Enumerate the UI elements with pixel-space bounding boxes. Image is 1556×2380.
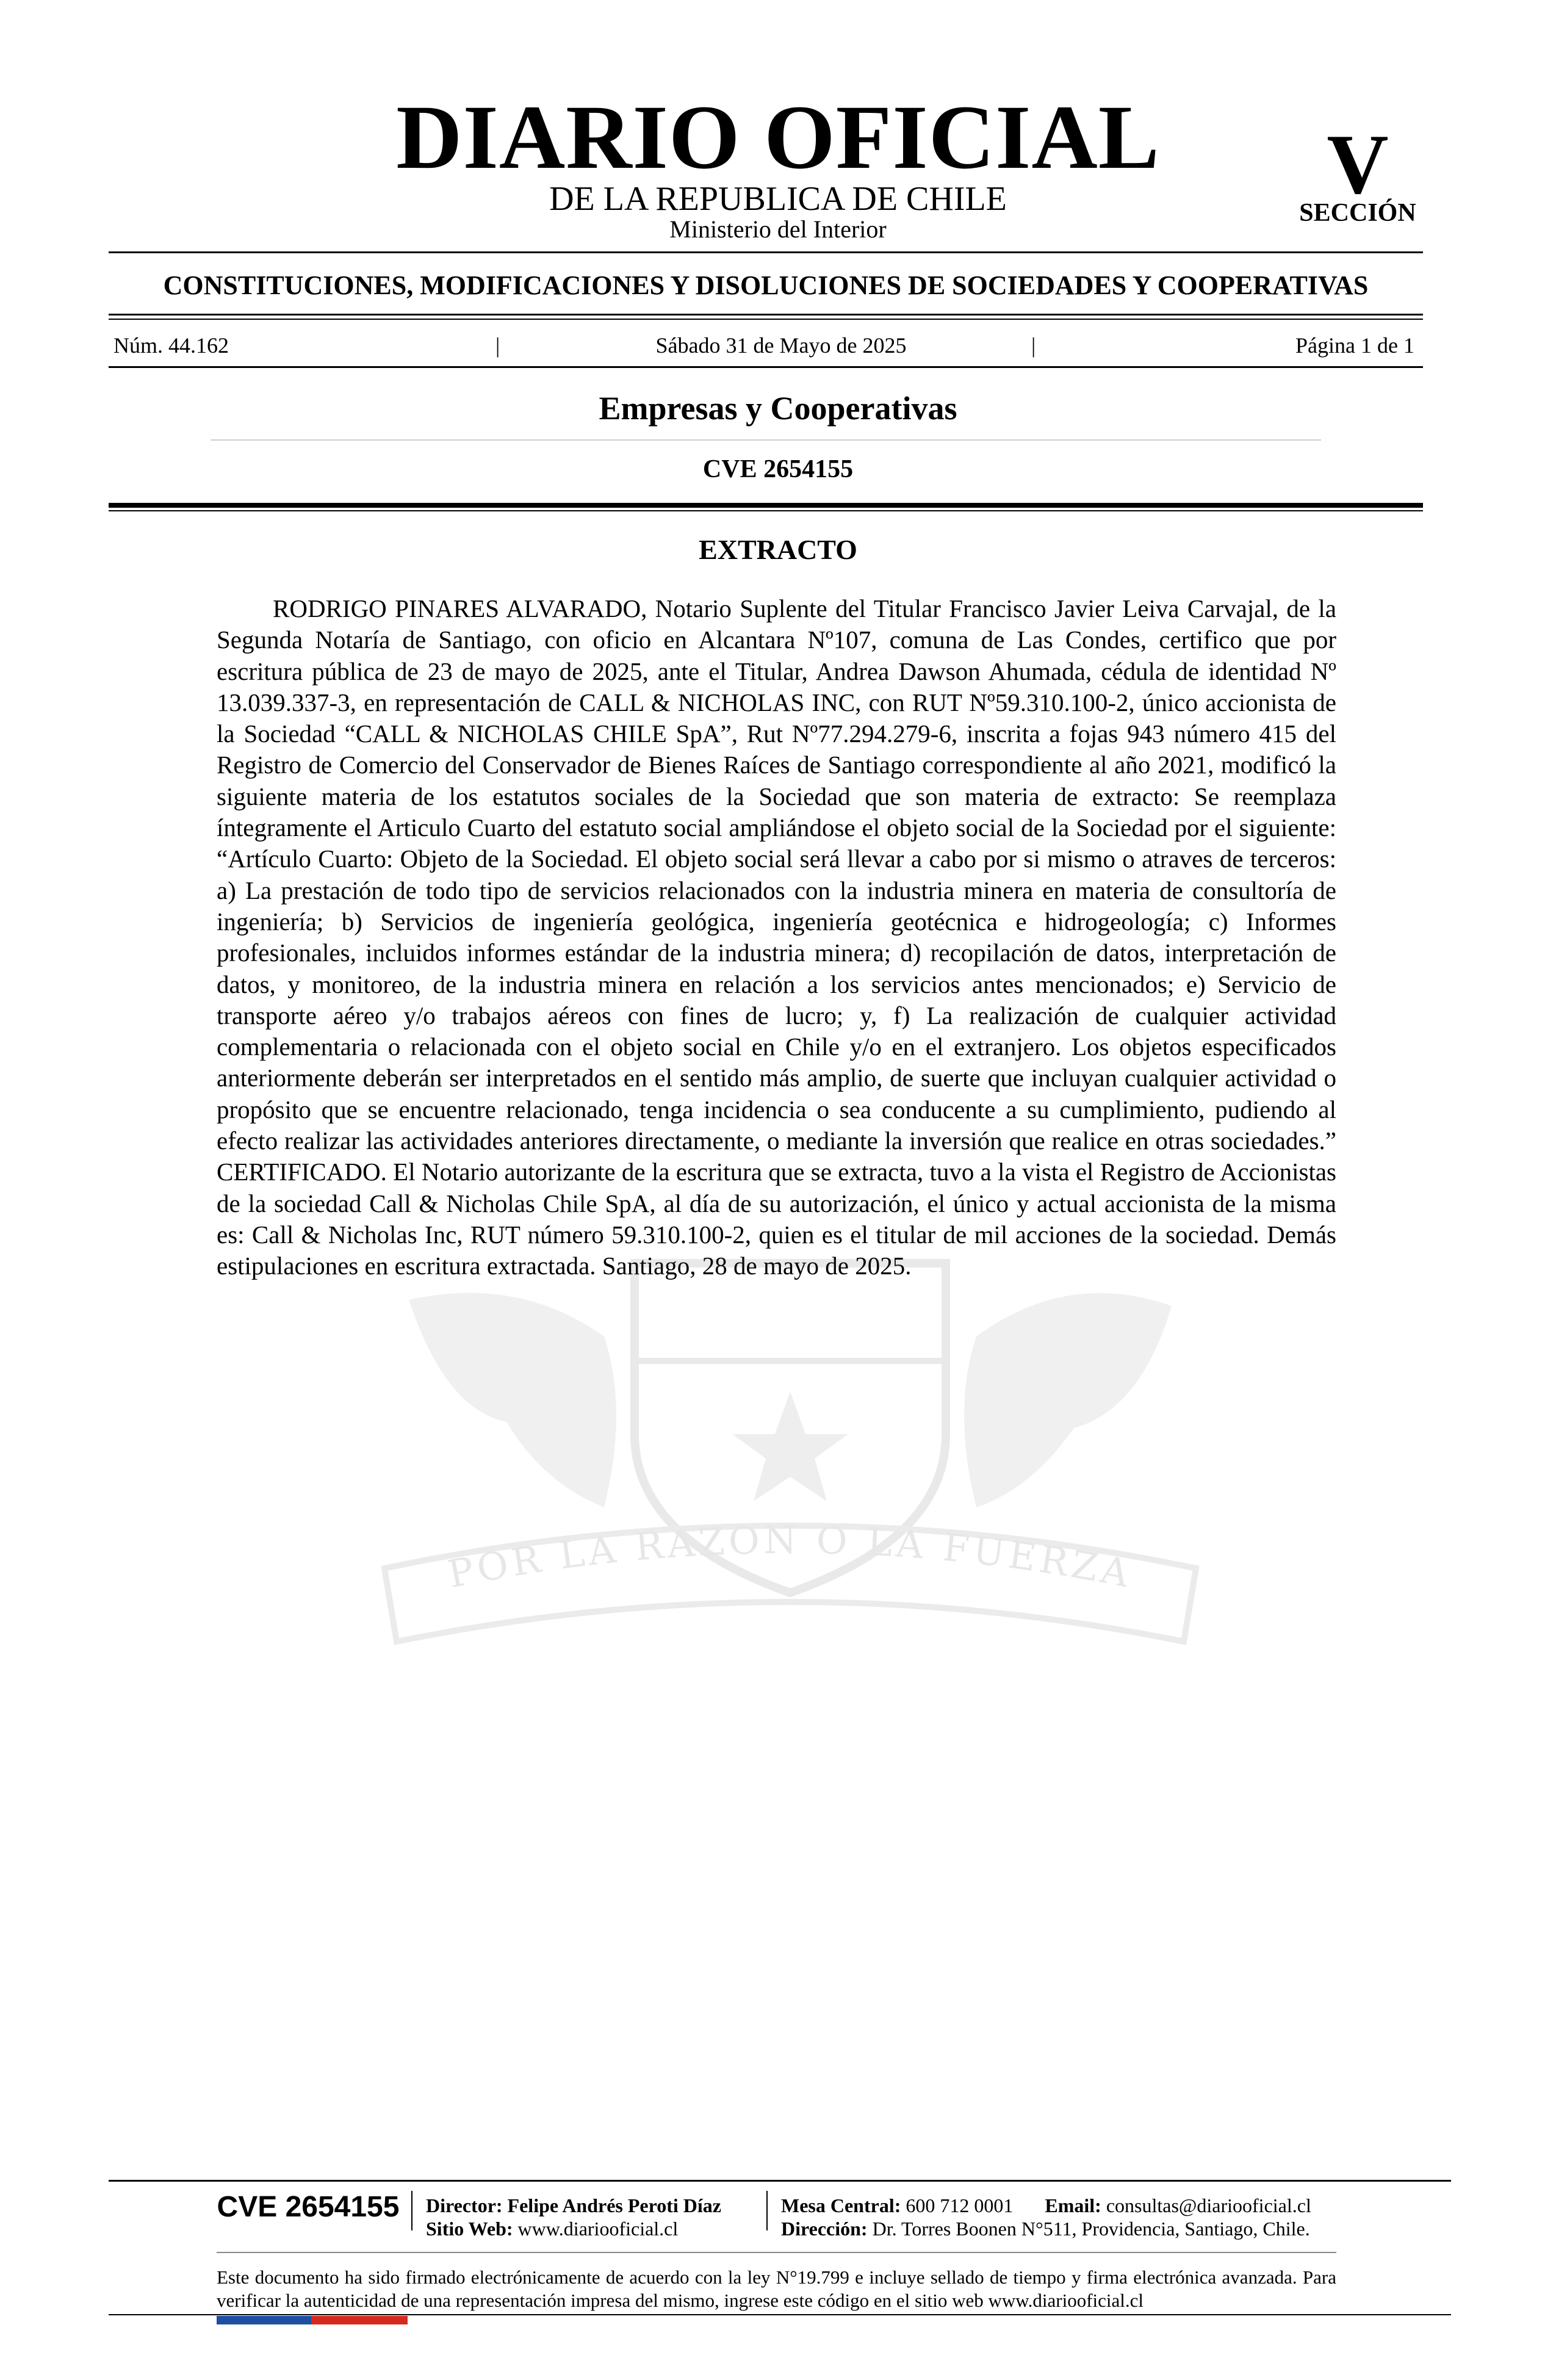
page-indicator: Página 1 de 1: [1295, 333, 1414, 358]
web-link[interactable]: www.diariooficial.cl: [517, 2218, 679, 2240]
footer-separator: [766, 2191, 768, 2230]
category-heading: CONSTITUCIONES, MODIFICACIONES Y DISOLUCIONES DE SOCIEDADES Y COOPERATIVAS: [163, 270, 1369, 300]
director-label: Director:: [426, 2194, 503, 2216]
extracto-title: EXTRACTO: [699, 534, 857, 565]
rule-thick: [109, 503, 1423, 508]
footer-director: [426, 2196, 721, 2215]
rule-subtle: [211, 439, 1321, 441]
masthead-title: DIARIO OFICIAL: [396, 87, 1160, 188]
infobar-separator: |: [495, 333, 500, 358]
rule-infobar-bottom: [109, 366, 1423, 368]
section-number: V: [1327, 117, 1389, 212]
address-value: Dr. Torres Boonen N°511, Providencia, Santiago, Chile.: [872, 2218, 1310, 2240]
flag-stripe-red: [311, 2316, 408, 2324]
section-title: Empresas y Cooperativas: [599, 390, 957, 427]
watermark-motto: POR LA RAZON O LA FUERZA: [444, 1517, 1136, 1597]
infobar-separator: |: [1031, 333, 1036, 358]
flag-stripe-blue: [217, 2316, 311, 2324]
footer-website: [426, 2219, 678, 2238]
director-value: Felipe Andrés Peroti Díaz: [507, 2194, 721, 2216]
address-label: Dirección:: [781, 2218, 868, 2240]
rule-category-bottom-1: [109, 314, 1423, 316]
extracto-body: RODRIGO PINARES ALVARADO, Notario Suplente del Titular Francisco Javier Leiva Carvajal, de la Segunda Notaría de Santiago, con oficio en Alcantara Nº107, comuna de Las Condes, certifico que por escritura pública de 23 de mayo de 2025, ante el Titular, Andrea Dawson Ahumada, cédula de identidad Nº 13.039.337-3, en representación de CALL & NICHOLAS INC, con RUT Nº59.310.100-2, único accionista de la Sociedad “CALL & NICHOLAS CHILE SpA”, Rut Nº77.294.279-6, inscrita a fojas 943 número 415 del Registro de Comercio del Conservador de Bienes Raíces de Santiago correspondiente al año 2021, modificó la siguiente materia de los estatutos sociales de la Sociedad que son materia de extracto: Se reemplaza íntegramente el Articulo Cuarto del estatuto social ampliándose el objeto social de la Sociedad por el siguiente: “Artículo Cuarto: Objeto de la Sociedad. El objeto social será llevar a cabo por si mismo o atraves de terceros: a) La prestación de todo tipo de servicios relacionados con la industria minera en materia de consultoría de ingeniería; b) Servicios de ingeniería geológica, ingeniería geotécnica e hidrogeología; c) Informes profesionales, incluidos informes estándar de la industria minera; d) recopilación de datos, interpretación de datos, y monitoreo, de la industria minera en relación a los servicios antes mencionados; e) Servicio de transporte aéreo y/o trabajos aéreos con fines de lucro; y, f) La realización de cualquier actividad complementaria o relacionada con el objeto social en Chile y/o en el extranjero. Los objetos especificados anteriormente deberán ser interpretados en el sentido más amplio, de suerte que incluyan cualquier actividad o propósito que se encuentre relacionado, tenga incidencia o sea conducente a su cumplimiento, pudiendo al efecto realizar las actividades anteriores directamente, o mediante la inversión que realice en otras sociedades.” CERTIFICADO. El Notario autorizante de la escritura que se extracta, tuvo a la vista el Registro de Accionistas de la sociedad Call & Nicholas Chile SpA, al día de su autorización, el único y actual accionista de la misma es: Call & Nicholas Inc, RUT número 59.310.100-2, quien es el titular de mil acciones de la sociedad. Demás estipulaciones en escritura extractada. Santiago, 28 de mayo de 2025.: [217, 594, 1336, 1280]
section-label: SECCIÓN: [1299, 199, 1416, 227]
masthead-ministry: Ministerio del Interior: [669, 215, 887, 243]
email-label: Email:: [1045, 2194, 1101, 2216]
footer-mesa: [781, 2196, 1311, 2215]
cve-code: CVE 2654155: [702, 455, 854, 483]
rule-category-bottom-2: [109, 319, 1423, 320]
footer-cve-code: CVE 2654155: [217, 2191, 400, 2223]
masthead-subtitle: DE LA REPUBLICA DE CHILE: [549, 180, 1007, 218]
footer-rule-top: [109, 2180, 1451, 2182]
svg-text:POR LA RAZON O LA FUERZA: [444, 1518, 1136, 1596]
rule-thin: [109, 510, 1423, 511]
issue-date: Sábado 31 de Mayo de 2025: [655, 333, 907, 358]
email-link[interactable]: consultas@diariooficial.cl: [1106, 2194, 1311, 2216]
mesa-phone: 600 712 0001: [906, 2194, 1014, 2216]
footer-separator: [411, 2191, 412, 2230]
web-label: Sitio Web:: [426, 2218, 513, 2240]
footer-rule-bottom: [109, 2314, 1451, 2315]
rule-top: [109, 251, 1423, 253]
mesa-label: Mesa Central:: [781, 2194, 901, 2216]
issue-number: Núm. 44.162: [113, 333, 229, 358]
footer-signature-note: Este documento ha sido firmado electrónicamente de acuerdo con la ley N°19.799 e incluye sellado de tiempo y firma electrónica avanzada. Para verificar la autenticidad de una representación impresa del mismo, ingrese este código en el sitio web www.diariooficial.cl: [217, 2266, 1336, 2311]
footer-rule-middle: [217, 2252, 1336, 2253]
footer-address: [781, 2219, 1310, 2238]
coat-of-arms-watermark-icon: [287, 1251, 1294, 1727]
